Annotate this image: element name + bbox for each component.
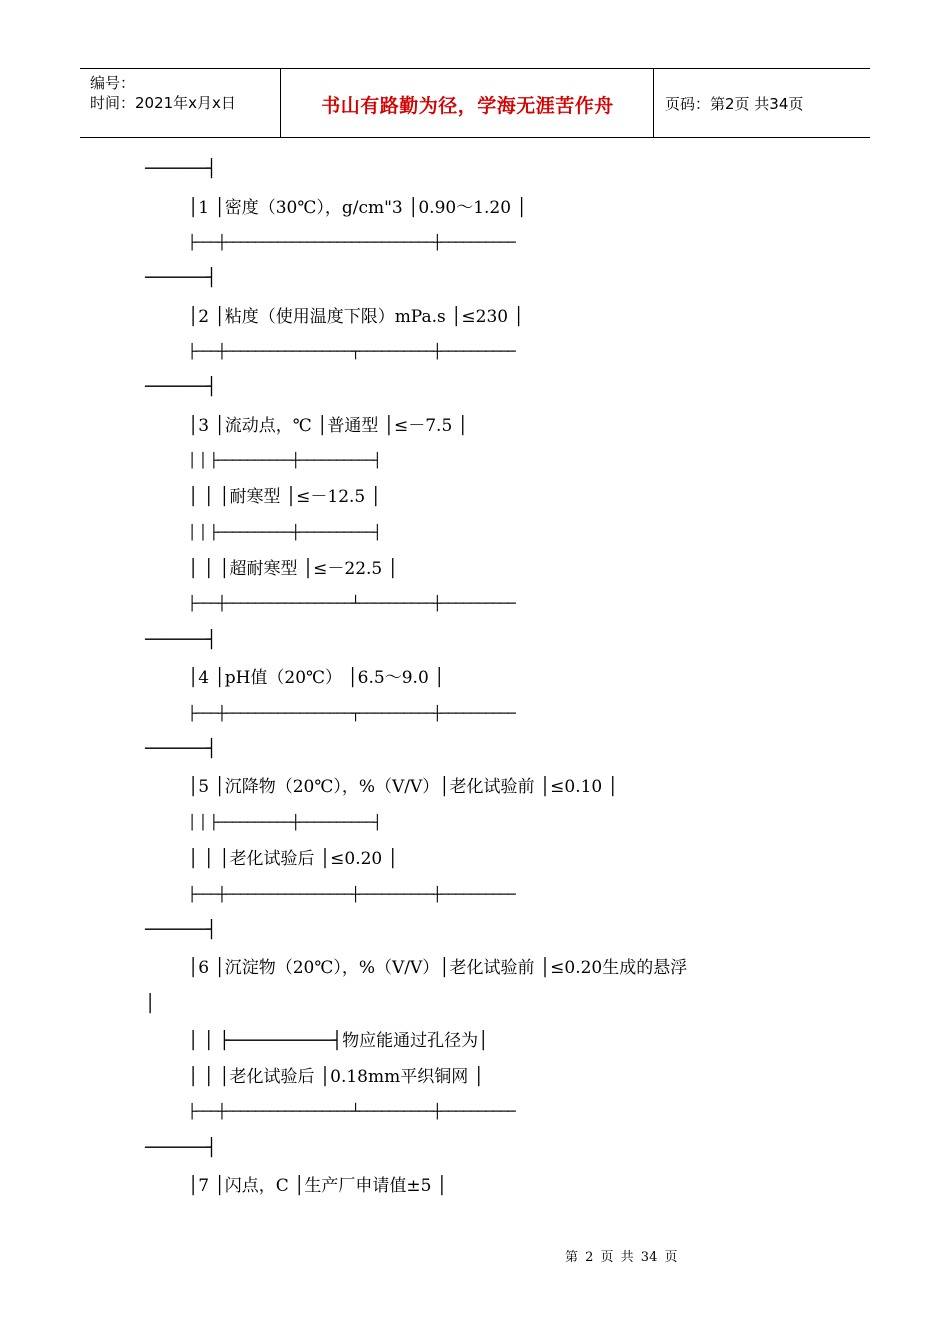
table-line: │4 │pH值（20℃） │6.5～9.0 │ <box>188 668 445 688</box>
table-line: │5 │沉降物（20℃），%（V/V）│老化试验前 │≤0.10 │ <box>188 777 618 797</box>
table-line: ├───┼─────────────────┴──────────┼────────── <box>188 1104 515 1120</box>
table-line: │ │ ├──────────┼──────────┤ <box>188 453 381 469</box>
table-line: ├───┼─────────────────┴──────────┼────────── <box>188 596 515 612</box>
header-meta <box>90 73 236 113</box>
header-motto: 书山有路勤为径，学海无涯苦作舟 <box>321 95 614 117</box>
table-line: │1 │密度（30℃），g/cm"3 │0.90～1.20 │ <box>188 198 527 218</box>
table-line: │ │ ├──────────┼──────────┤ <box>188 525 381 541</box>
table-line: │7 │闪点，C │生产厂申请值±5 │ <box>188 1176 448 1196</box>
number-label: 编号： <box>90 74 136 92</box>
table-line: ├───┼─────────────────┬──────────┼────────── <box>188 706 515 722</box>
table-line: │ │ │老化试验后 │0.18mm平织铜网 │ <box>188 1067 484 1087</box>
table-line: ──────┤ <box>145 268 217 288</box>
table-line: │3 │流动点，℃ │普通型 │≤－7.5 │ <box>188 416 468 436</box>
table-line: ──────┤ <box>145 159 217 179</box>
header-divider <box>280 69 281 137</box>
table-line: ──────┤ <box>145 630 217 650</box>
table-line: │ <box>145 994 156 1014</box>
table-line: │2 │粘度（使用温度下限）mPa.s │≤230 │ <box>188 307 524 327</box>
page-header <box>80 68 870 138</box>
table-line: │6 │沉淀物（20℃），%（V/V）│老化试验前 │≤0.20生成的悬浮 <box>188 958 688 978</box>
time-label: 时间：2021年x月x日 <box>90 94 236 112</box>
table-line: │ │ │耐寒型 │≤－12.5 │ <box>188 487 381 507</box>
table-line: │ │ │超耐寒型 │≤－22.5 │ <box>188 559 398 579</box>
table-line: ──────┤ <box>145 377 217 397</box>
header-page-info: 页码：第2页 共34页 <box>665 95 804 113</box>
table-line: ├───┼────────────────────────────┼────────── <box>188 235 515 251</box>
table-line: ├───┼─────────────────┼──────────┼────────── <box>188 887 515 903</box>
table-line: ──────┤ <box>145 1138 217 1158</box>
table-line: │ │ ├──────────┼──────────┤ <box>188 815 381 831</box>
header-divider <box>653 69 654 137</box>
table-line: ├───┼─────────────────┬──────────┼────────── <box>188 344 515 360</box>
page-footer: 第 2 页 共 34 页 <box>565 1250 678 1265</box>
table-line: │ │ │老化试验后 │≤0.20 │ <box>188 849 398 869</box>
table-line: ──────┤ <box>145 920 217 940</box>
table-line: │ │ ├──────────┤物应能通过孔径为│ <box>188 1031 489 1051</box>
table-line: ──────┤ <box>145 739 217 759</box>
